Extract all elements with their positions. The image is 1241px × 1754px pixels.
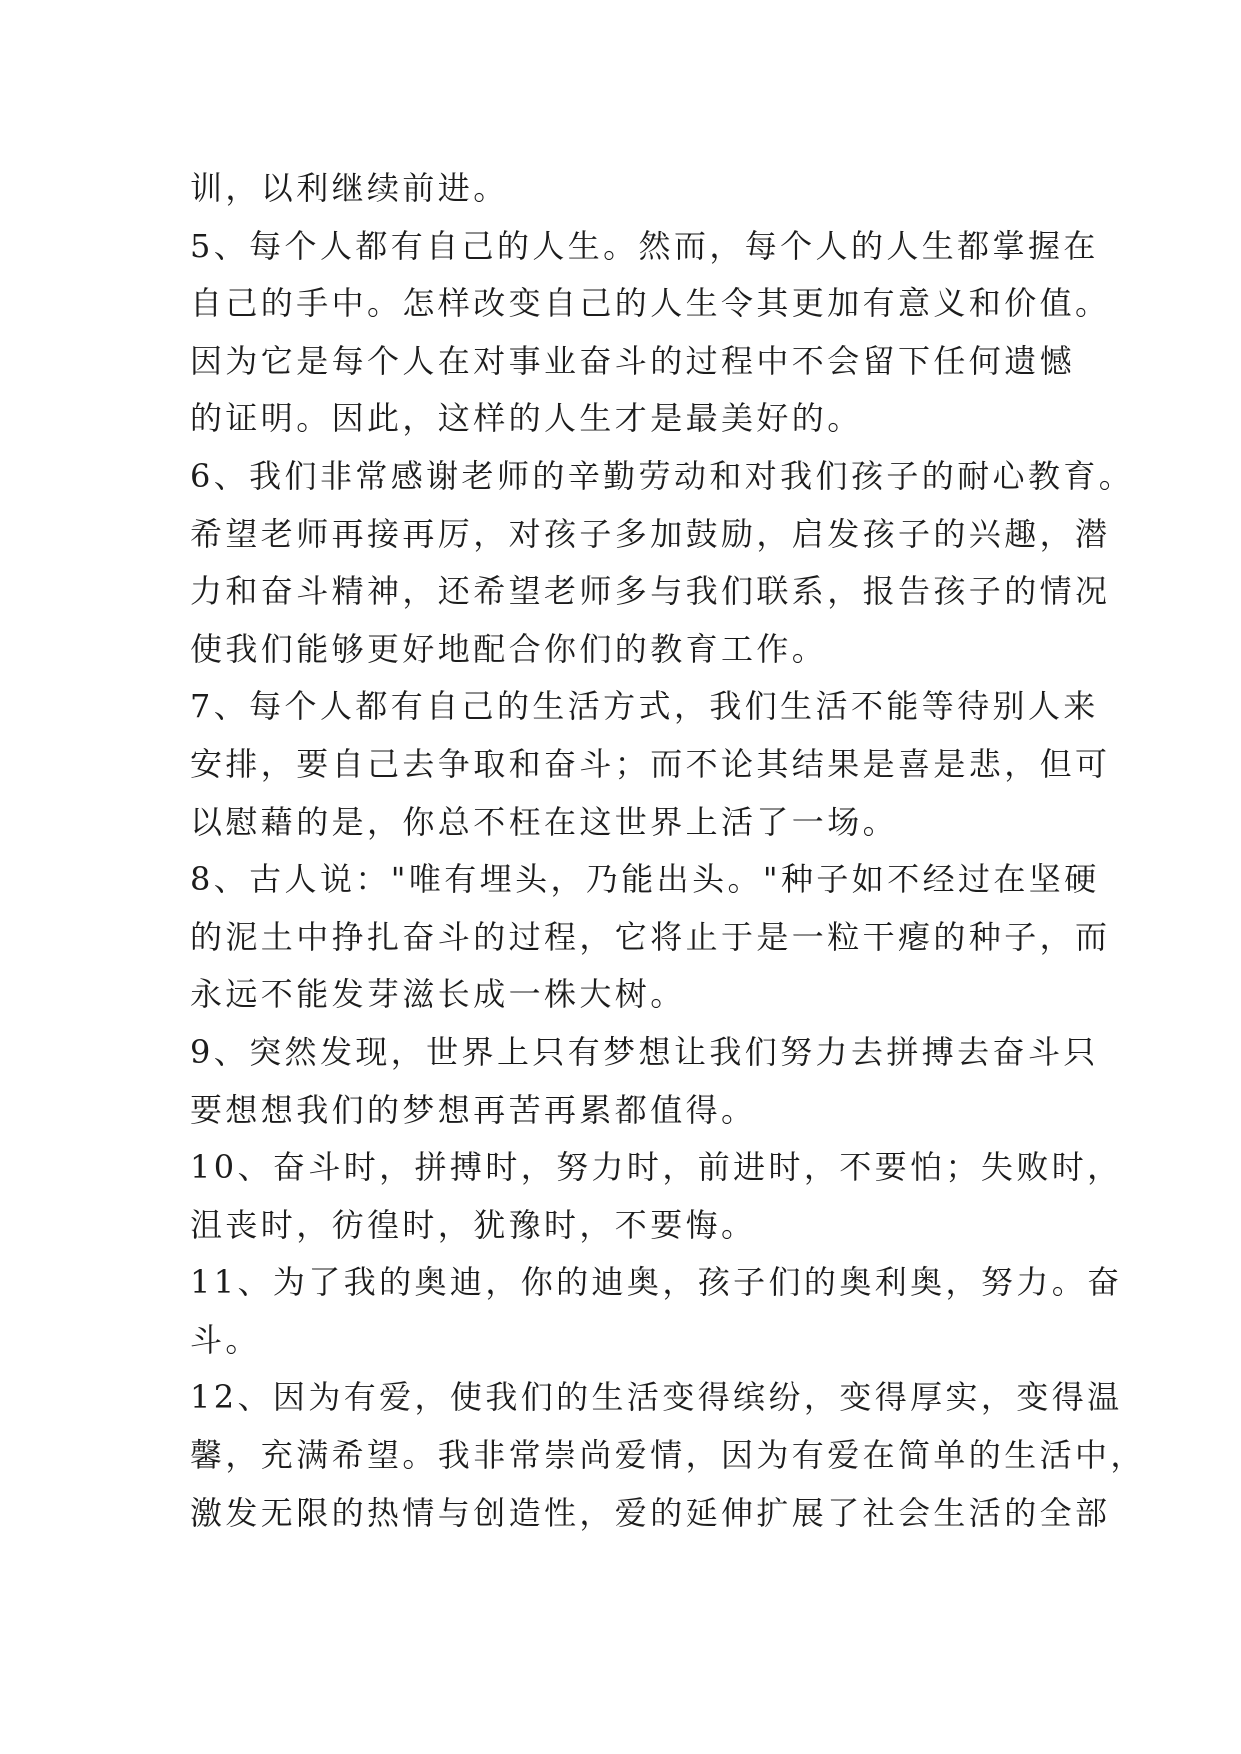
- text-line: 的泥土中挣扎奋斗的过程，它将止于是一粒干瘪的种子，而: [190, 917, 1111, 956]
- text-line: 希望老师再接再厉，对孩子多加鼓励，启发孩子的兴趣，潜: [190, 514, 1111, 553]
- text-line: 9、突然发现，世界上只有梦想让我们努力去拼搏去奋斗只: [190, 1032, 1099, 1071]
- text-line: 自己的手中。怎样改变自己的人生令其更加有意义和价值。: [190, 284, 1111, 323]
- text-line: 斗。: [190, 1320, 261, 1359]
- text-line: 激发无限的热情与创造性，爱的延伸扩展了社会生活的全部: [190, 1493, 1111, 1532]
- document-body: [190, 160, 1146, 1542]
- text-line: 沮丧时，彷徨时，犹豫时，不要悔。: [190, 1205, 757, 1244]
- text-line: 的证明。因此，这样的人生才是最美好的。: [190, 399, 863, 438]
- text-line: 12、因为有爱，使我们的生活变得缤纷，变得厚实，变得温: [190, 1378, 1123, 1417]
- text-line: 安排，要自己去争取和奋斗；而不论其结果是喜是悲，但可: [190, 744, 1111, 783]
- text-line: 以慰藉的是，你总不枉在这世界上活了一场。: [190, 802, 899, 841]
- text-line: 使我们能够更好地配合你们的教育工作。: [190, 629, 828, 668]
- text-line: 永远不能发芽滋长成一株大树。: [190, 975, 686, 1014]
- text-line: 力和奋斗精神，还希望老师多与我们联系，报告孩子的情况: [190, 572, 1111, 611]
- text-line: 8、古人说："唯有埋头，乃能出头。"种子如不经过在坚硬: [190, 860, 1100, 899]
- text-line: 训，以利继续前进。: [190, 169, 509, 207]
- text-line: 10、奋斗时，拼搏时，努力时，前进时，不要怕；失败时，: [190, 1148, 1123, 1187]
- text-line: 因为它是每个人在对事业奋斗的过程中不会留下任何遗憾: [190, 341, 1076, 380]
- text-line: 11、为了我的奥迪，你的迪奥，孩子们的奥利奥，努力。奋: [190, 1263, 1123, 1302]
- text-line: 要想想我们的梦想再苦再累都值得。: [190, 1090, 757, 1129]
- text-line: 7、每个人都有自己的生活方式，我们生活不能等待别人来: [190, 687, 1099, 726]
- text-line: 5、每个人都有自己的人生。然而，每个人的人生都掌握在: [190, 226, 1099, 265]
- text-line: 6、我们非常感谢老师的辛勤劳动和对我们孩子的耐心教育。: [190, 456, 1135, 495]
- text-line: 馨，充满希望。我非常崇尚爱情，因为有爱在简单的生活中，: [190, 1436, 1146, 1475]
